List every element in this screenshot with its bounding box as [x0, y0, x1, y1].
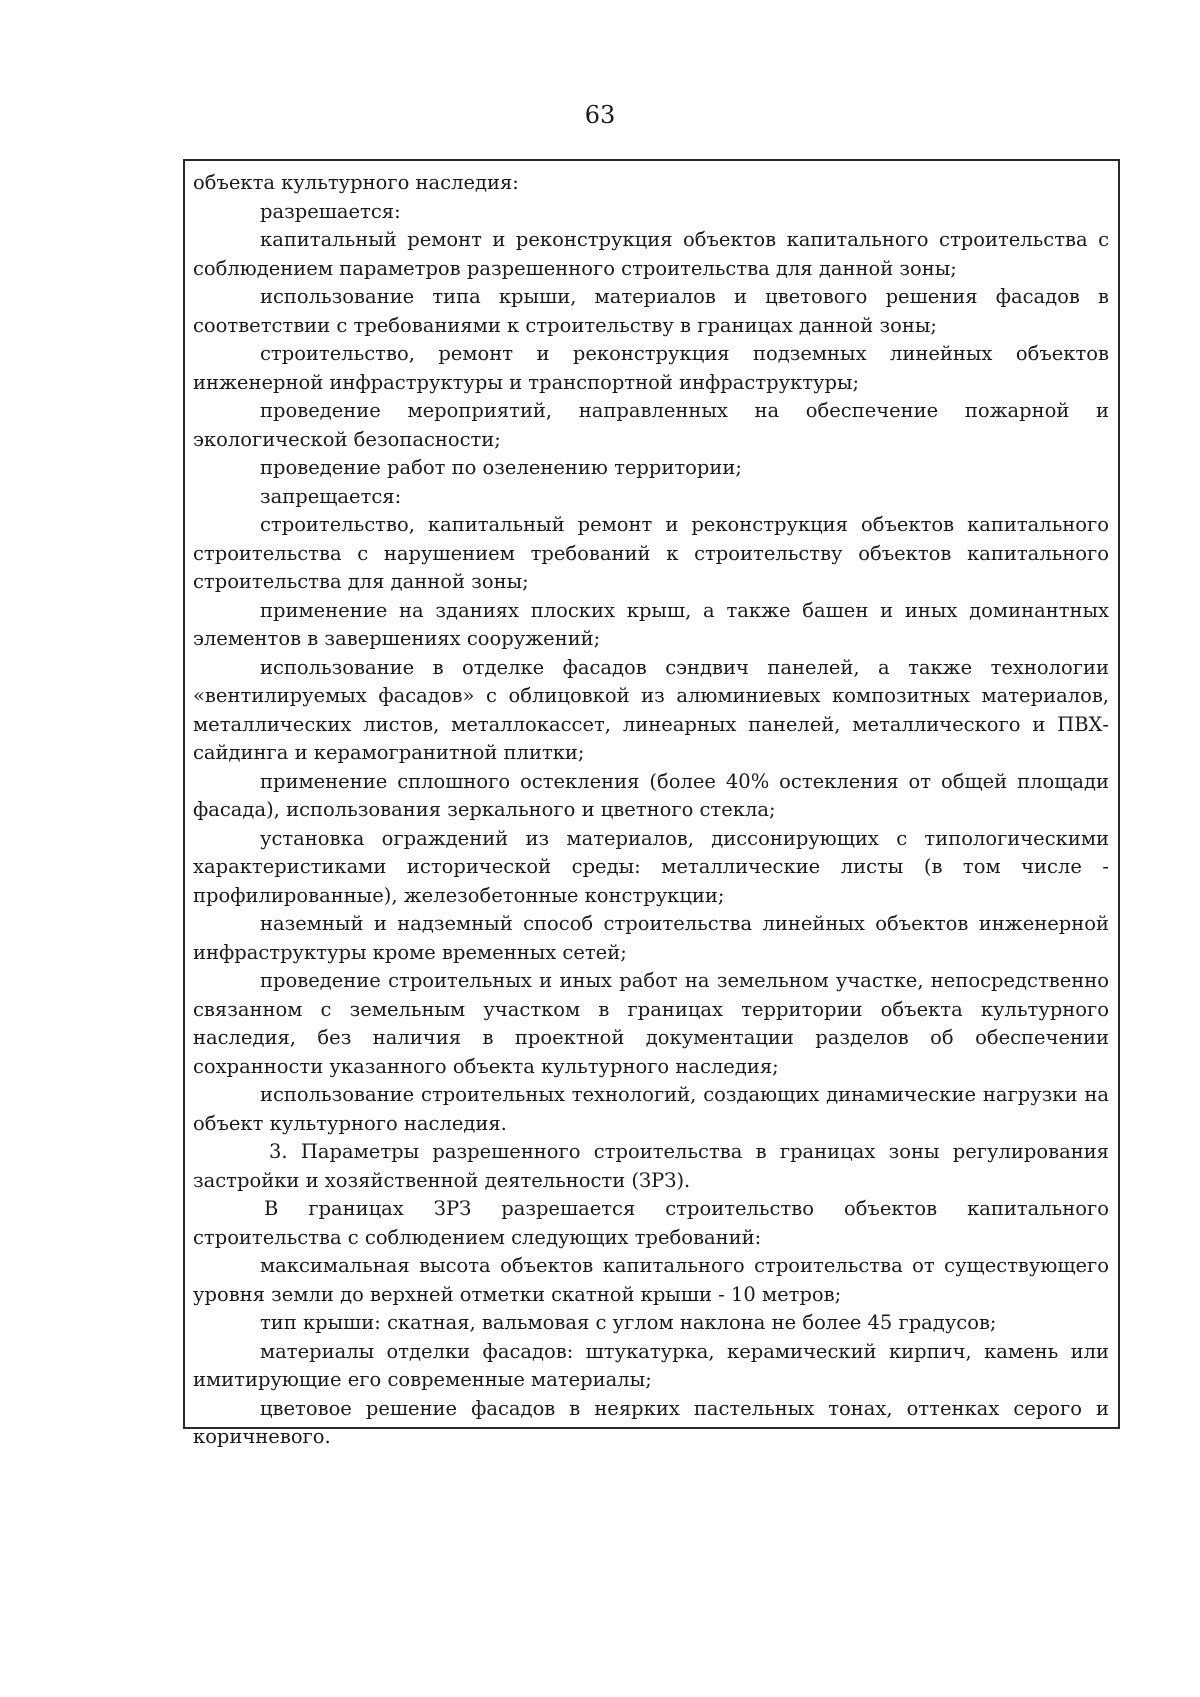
paragraph: тип крыши: скатная, вальмовая с углом наклона не более 45 градусов;	[260, 1311, 997, 1334]
paragraph: использование строительных технологий, создающих динамические нагрузки на объект культурного наследия.	[193, 1083, 1109, 1135]
paragraph: объекта культурного наследия:	[193, 171, 519, 194]
paragraph: использование типа крыши, материалов и цветового решения фасадов в соответствии с требованиями к строительству в границах данной зоны;	[193, 285, 1109, 337]
paragraph: использование в отделке фасадов сэндвич панелей, а также технологии «вентилируемых фасадов» с облицовкой из алюминиевых композитных материалов, металлических листов, металлокассет, линеарных панелей, металлического и ПВХ-сайдинга и керамогранитной плитки;	[193, 655, 1109, 764]
paragraph: запрещается:	[260, 484, 402, 508]
paragraph: проведение мероприятий, направленных на обеспечение пожарной и экологической безопасности;	[193, 399, 1109, 451]
page-number: 63	[584, 101, 616, 129]
content-frame	[183, 159, 1120, 1448]
paragraph: применение на зданиях плоских крыш, а также башен и иных доминантных элементов в завершениях сооружений;	[193, 598, 1109, 650]
paragraph: установка ограждений из материалов, диссонирующих с типологическими характеристиками исторической среды: металлические листы (в том числе - профилированные), железобетонные конструкции;	[193, 826, 1109, 907]
paragraph: строительство, капитальный ремонт и реконструкция объектов капитального строительства с нарушением требований к строительству объектов капитального строительства для данной зоны;	[193, 513, 1109, 593]
paragraph: материалы отделки фасадов: штукатурка, керамический кирпич, камень или имитирующие его современные материалы;	[193, 1339, 1109, 1391]
paragraph: максимальная высота объектов капитального строительства от существующего уровня земли до верхней отметки скатной крыши - 10 метров;	[193, 1254, 1109, 1306]
paragraph: строительство, ремонт и реконструкция подземных линейных объектов инженерной инфраструктуры и транспортной инфраструктуры;	[193, 342, 1109, 394]
paragraph: разрешается:	[260, 199, 401, 223]
section-heading: 3. Параметры разрешенного строительства в границах зоны регулирования застройки и хозяйственной деятельности (ЗРЗ).	[193, 1140, 1109, 1192]
paragraph: капитальный ремонт и реконструкция объектов капитального строительства с соблюдением параметров разрешенного строительства для данной зоны;	[193, 228, 1109, 280]
paragraph: проведение работ по озеленению территории;	[260, 456, 742, 479]
paragraph: применение сплошного остекления (более 40% остекления от общей площади фасада), использования зеркального и цветного стекла;	[193, 769, 1109, 821]
paragraph: В границах ЗРЗ разрешается строительство объектов капитального строительства с соблюдением следующих требований:	[193, 1197, 1109, 1249]
paragraph: наземный и надземный способ строительства линейных объектов инженерной инфраструктуры кроме временных сетей;	[193, 912, 1109, 964]
paragraph: цветовое решение фасадов в неярких пастельных тонах, оттенках серого и коричневого.	[193, 1396, 1109, 1448]
paragraph: проведение строительных и иных работ на земельном участке, непосредственно связанном с земельным участком в границах территории объекта культурного наследия, без наличия в проектной документации разделов об обеспечении сохранности указанного объекта культурного наследия;	[193, 969, 1109, 1078]
